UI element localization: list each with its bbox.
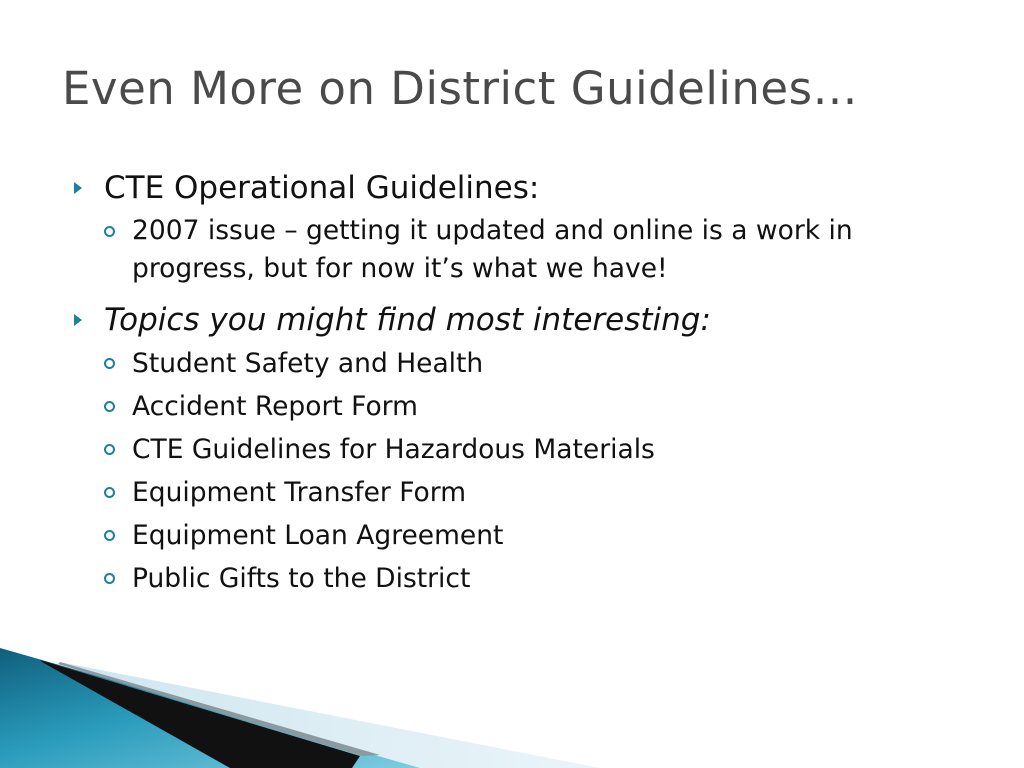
sub-item-text: CTE Guidelines for Hazardous Materials [132,434,655,465]
sub-item-text: Equipment Loan Agreement [132,520,504,551]
bullet-text: Topics you might find most interesting: [104,302,711,338]
sub-item-text: Public Gifts to the District [132,563,471,594]
sub-item-text: 2007 issue – getting it updated and online is a work in progress, but for now it’s what we have! [132,215,853,284]
sub-item-text: Student Safety and Health [132,348,484,379]
sub-item-text: Accident Report Form [132,391,418,422]
sub-item-text: Equipment Transfer Form [132,477,467,508]
slide-title: Even More on District Guidelines… [62,62,859,115]
bullet-text: CTE Operational Guidelines: [104,170,540,206]
